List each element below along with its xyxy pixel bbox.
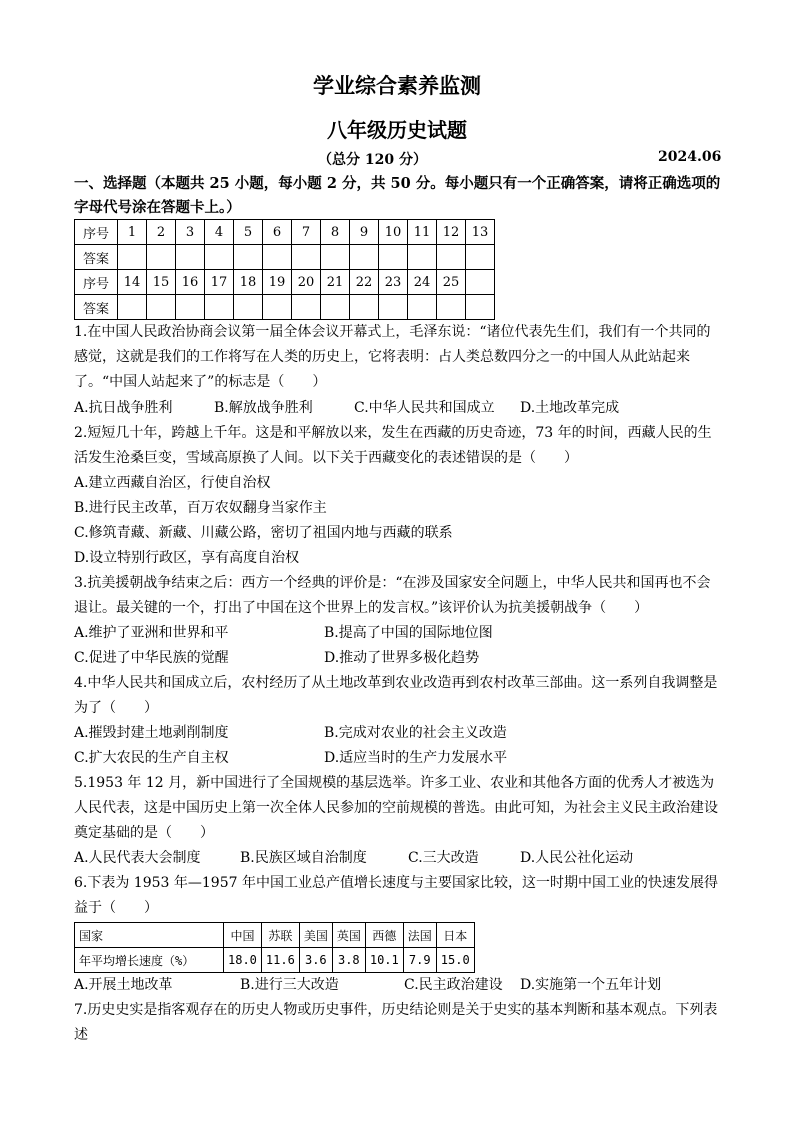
q2-option-b[interactable]: [74, 496, 724, 521]
q1-option-d[interactable]: D.土地改革完成: [520, 400, 620, 416]
grid-cell: 13: [466, 220, 495, 245]
value-japan: 15.0: [436, 948, 474, 973]
q3-option-a[interactable]: A.维护了亚洲和世界和平: [74, 625, 229, 641]
answer-cell[interactable]: [263, 295, 292, 320]
country-ussr: 苏联: [261, 923, 299, 948]
grid-row-ans-2: [75, 295, 495, 320]
value-france: 7.9: [403, 948, 436, 973]
q6-option-d[interactable]: D.实施第一个五年计划: [520, 977, 662, 993]
value-ussr: 11.6: [261, 948, 299, 973]
grid-cell: 5: [234, 220, 263, 245]
q4-option-d[interactable]: D.适应当时的生产力发展水平: [324, 750, 508, 766]
question-2-text: 2.短短几十年，跨越上千年。这是和平解放以来，发生在西藏的历史奇迹，73 年的时间，西藏人民的生活发生沧桑巨变，雪域高原换了人间。以下关于西藏变化的表述错误的是（ ）: [74, 425, 712, 466]
question-3-options-row2: [74, 646, 724, 671]
answer-cell[interactable]: [466, 295, 495, 320]
q1-option-a[interactable]: A.抗日战争胜利: [74, 400, 173, 416]
value-west-germany: 10.1: [365, 948, 403, 973]
country-china: 中国: [224, 923, 262, 948]
q3-option-c[interactable]: C.促进了中华民族的觉醒: [74, 650, 229, 666]
question-4-options-row1: [74, 721, 724, 746]
grid-cell: 9: [350, 220, 379, 245]
q4-option-b[interactable]: B.完成对农业的社会主义改造: [324, 725, 507, 741]
grid-row-seq-1: [75, 220, 495, 245]
country-west-germany: 西德: [365, 923, 403, 948]
answer-cell[interactable]: [263, 245, 292, 270]
answer-cell[interactable]: [408, 245, 437, 270]
page-subtitle: 八年级历史试题: [327, 118, 467, 142]
growth-rate-table: [74, 922, 475, 973]
answer-cell[interactable]: [379, 245, 408, 270]
grid-cell: 14: [118, 270, 147, 295]
grid-cell: 24: [408, 270, 437, 295]
q3-option-d[interactable]: D.推动了世界多极化趋势: [324, 650, 480, 666]
grid-label: 答案: [75, 245, 118, 270]
q2-option-c[interactable]: [74, 521, 724, 546]
country-japan: 日本: [436, 923, 474, 948]
answer-cell[interactable]: [147, 245, 176, 270]
answer-cell[interactable]: [205, 295, 234, 320]
answer-cell[interactable]: [437, 245, 466, 270]
grid-cell: 6: [263, 220, 292, 245]
growth-table-header: [75, 923, 475, 948]
answer-cell[interactable]: [321, 245, 350, 270]
answer-cell[interactable]: [437, 295, 466, 320]
q2-option-b-label: B.进行民主改革，百万农奴翻身当家作主: [74, 500, 327, 516]
question-1-options: [74, 396, 724, 421]
question-5-options: [74, 846, 724, 871]
q5-option-a[interactable]: A.人民代表大会制度: [74, 850, 201, 866]
q2-option-c-label: C.修筑青藏、新藏、川藏公路，密切了祖国内地与西藏的联系: [74, 525, 453, 541]
answer-cell[interactable]: [176, 295, 205, 320]
value-uk: 3.8: [332, 948, 365, 973]
grid-cell: 16: [176, 270, 205, 295]
grid-label: 答案: [75, 295, 118, 320]
q5-option-c[interactable]: C.三大改造: [408, 850, 479, 866]
answer-cell[interactable]: [292, 295, 321, 320]
country-usa: 美国: [299, 923, 332, 948]
q6-option-a[interactable]: A.开展土地改革: [74, 977, 173, 993]
section-heading: 一、选择题（本题共 25 小题，每小题 2 分，共 50 分。每小题只有一个正确答案，请将正确选项的字母代号涂在答题卡上。）: [74, 175, 721, 216]
question-7-text: 7.历史史实是指客观存在的历史人物或历史事件，历史结论则是关于史实的基本判断和基本观点。下列表述: [74, 1002, 718, 1043]
q1-option-c[interactable]: C.中华人民共和国成立: [354, 400, 495, 416]
answer-cell[interactable]: [321, 295, 350, 320]
grid-cell: 10: [379, 220, 408, 245]
country-uk: 英国: [332, 923, 365, 948]
grid-cell: 20: [292, 270, 321, 295]
total-score: （总分 120 分）: [318, 152, 427, 168]
answer-cell[interactable]: [408, 295, 437, 320]
question-6-text: 6.下表为 1953 年—1957 年中国工业总产值增长速度与主要国家比较，这一时期中国工业的快速发展得益于（ ）: [74, 875, 718, 916]
answer-cell[interactable]: [118, 245, 147, 270]
question-3-options-row1: [74, 621, 724, 646]
value-usa: 3.6: [299, 948, 332, 973]
q5-option-d[interactable]: D.人民公社化运动: [520, 850, 634, 866]
question-6-options: [74, 973, 724, 998]
grid-cell: 8: [321, 220, 350, 245]
q2-option-d[interactable]: [74, 546, 724, 571]
grid-cell: 21: [321, 270, 350, 295]
grid-cell: 18: [234, 270, 263, 295]
grid-label: 序号: [75, 270, 118, 295]
q5-option-b[interactable]: B.民族区域自治制度: [240, 850, 367, 866]
answer-cell[interactable]: [350, 295, 379, 320]
grid-cell: 19: [263, 270, 292, 295]
q6-option-c[interactable]: C.民主政治建设: [404, 977, 503, 993]
answer-cell[interactable]: [292, 245, 321, 270]
grid-cell: 17: [205, 270, 234, 295]
question-5-text: 5.1953 年 12 月，新中国进行了全国规模的基层选举。许多工业、农业和其他各方面的优秀人才被选为人民代表，这是中国历史上第一次全体人民参加的空前规模的普选。由此可知，为社会主义民主政治建设奠定基础的是（ ）: [74, 775, 718, 841]
answer-cell[interactable]: [205, 245, 234, 270]
grid-cell: 25: [437, 270, 466, 295]
answer-cell[interactable]: [350, 245, 379, 270]
question-4-options-row2: [74, 746, 724, 771]
grid-cell: 22: [350, 270, 379, 295]
grid-cell: 1: [118, 220, 147, 245]
q4-option-a[interactable]: A.摧毁封建土地剥削制度: [74, 725, 229, 741]
question-3-text: 3.抗美援朝战争结束之后：西方一个经典的评价是：“在涉及国家安全问题上，中华人民共和国再也不会退让。最关键的一个，打出了中国在这个世界上的发言权。”该评价认为抗美援朝战争（ ）: [74, 575, 711, 616]
q6-option-b[interactable]: B.进行三大改造: [240, 977, 339, 993]
question-4-text: 4.中华人民共和国成立后，农村经历了从土地改革到农业改造再到农村改革三部曲。这一系列自我调整是为了（ ）: [74, 675, 718, 716]
value-china: 18.0: [224, 948, 262, 973]
answer-cell[interactable]: [147, 295, 176, 320]
growth-table-row-label: 年平均增长速度（%）: [75, 948, 224, 973]
exam-date: 2024.06: [658, 149, 722, 165]
q3-option-b[interactable]: B.提高了中国的国际地位图: [324, 625, 493, 641]
growth-table-values: [75, 948, 475, 973]
grid-row-seq-2: [75, 270, 495, 295]
grid-cell: [466, 270, 495, 295]
answer-cell[interactable]: [234, 295, 263, 320]
grid-cell: 12: [437, 220, 466, 245]
grid-cell: 7: [292, 220, 321, 245]
answer-cell[interactable]: [176, 245, 205, 270]
grid-cell: 4: [205, 220, 234, 245]
country-france: 法国: [403, 923, 436, 948]
grid-cell: 2: [147, 220, 176, 245]
answer-cell[interactable]: [466, 245, 495, 270]
answer-cell[interactable]: [379, 295, 408, 320]
grid-cell: 15: [147, 270, 176, 295]
grid-row-ans-1: [75, 245, 495, 270]
grid-label: 序号: [75, 220, 118, 245]
page-title: 学业综合素养监测: [313, 73, 481, 98]
question-1-text: 1.在中国人民政治协商会议第一届全体会议开幕式上，毛泽东说：“诸位代表先生们，我们有一个共同的感觉，这就是我们的工作将写在人类的历史上，它将表明：占人类总数四分之一的中国人从此站起来了。“中国人站起来了”的标志是（ ）: [74, 324, 711, 390]
answer-grid: [74, 219, 495, 320]
grid-cell: 11: [408, 220, 437, 245]
q2-option-a[interactable]: [74, 471, 724, 496]
q4-option-c[interactable]: C.扩大农民的生产自主权: [74, 750, 229, 766]
answer-cell[interactable]: [118, 295, 147, 320]
growth-table-header-label: 国家: [75, 923, 224, 948]
q1-option-b[interactable]: B.解放战争胜利: [214, 400, 313, 416]
grid-cell: 3: [176, 220, 205, 245]
q2-option-d-label: D.设立特别行政区，享有高度自治权: [74, 550, 300, 566]
answer-cell[interactable]: [234, 245, 263, 270]
grid-cell: 23: [379, 270, 408, 295]
q2-option-a-label: A.建立西藏自治区，行使自治权: [74, 475, 271, 491]
